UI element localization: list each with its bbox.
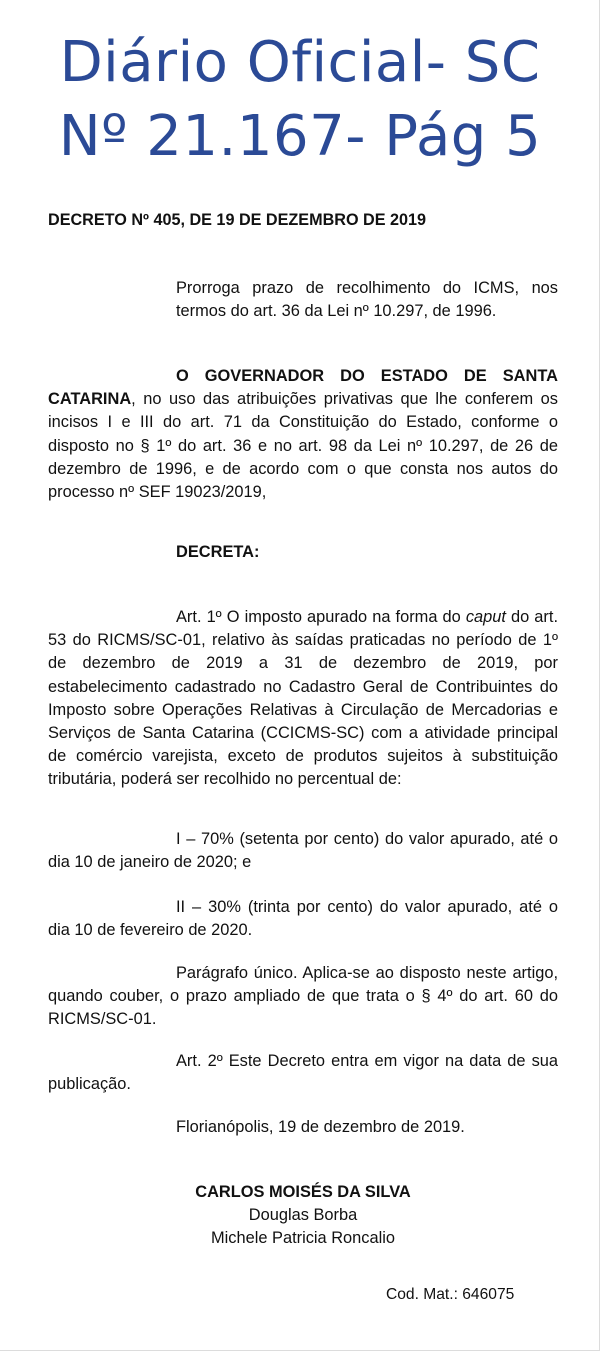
signer-name: Douglas Borba [248,1206,358,1225]
signature-block [0,1181,600,1251]
preamble-paragraph [48,365,558,504]
preamble-authority: O GOVERNADOR DO ESTADO DE SANTA CATARINA [48,367,558,409]
sole-paragraph: Parágrafo único. Aplica-se ao disposto neste artigo, quando couber, o prazo ampliado de que trata o § 4º do art. 60 do RICMS/SC-01. [48,964,558,1029]
gazette-issue-page: Nº 21.167- Pág 5 [58,104,542,169]
article-1-italic-term: caput [465,608,506,626]
gazette-header [0,26,600,174]
decreta-heading: DECRETA: [176,543,260,561]
gazette-title: Diário Oficial- SC [59,30,541,95]
article-1-text-end: do art. 53 do RICMS/SC-01, relativo às saídas praticadas no período de 1º de dezembro de 2019 a 31 de dezembro de 2019, por estabelecimento cadastrado no Cadastro Geral de Contribuintes do Imposto sobre Operações Relativas à Circulação de Mercadorias e Serviços de Santa Catarina (CCICMS-SC) com a atividade principal de comércio varejista, exceto de produtos sujeitos à substituição tributária, poderá ser recolhido no percentual de: [48,608,558,789]
article-1-item-ii: II – 30% (trinta por cento) do valor apurado, até o dia 10 de fevereiro de 2020. [48,898,558,940]
article-1 [48,606,558,792]
place-and-date: Florianópolis, 19 de dezembro de 2019. [176,1118,465,1136]
article-2: Art. 2º Este Decreto entra em vigor na data de sua publicação. [48,1052,558,1094]
preamble-text: , no uso das atribuições privativas que lhe conferem os incisos I e III do art. 71 da Constituição do Estado, conforme o disposto no § 1º do art. 36 e no art. 98 da Lei nº 10.297, de 26 de dezembro de 1996, e de acordo com o que consta nos autos do processo nº SEF 19023/2019, [48,390,558,502]
material-code: Cod. Mat.: 646075 [386,1286,515,1303]
governor-name: CARLOS MOISÉS DA SILVA [195,1183,411,1201]
article-1-item-i: I – 70% (setenta por cento) do valor apurado, até o dia 10 de janeiro de 2020; e [48,830,558,872]
article-1-text-start: Art. 1º O imposto apurado na forma do [176,608,466,626]
decree-title: DECRETO Nº 405, DE 19 DE DEZEMBRO DE 2019 [48,211,427,229]
signer-name: Michele Patricia Roncalio [210,1229,396,1248]
decree-summary: Prorroga prazo de recolhimento do ICMS, nos termos do art. 36 da Lei nº 10.297, de 1996. [176,279,558,321]
